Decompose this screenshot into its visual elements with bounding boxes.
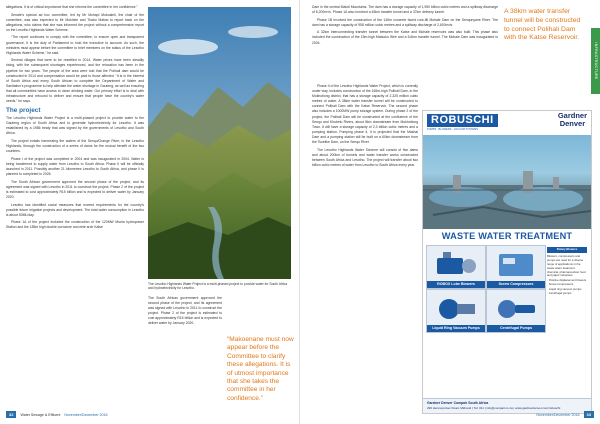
highlands-landscape-photo [148,7,291,279]
right-footer [536,411,594,418]
product-tile[interactable] [426,245,486,289]
ad-desc-line: · Liquid ring vacuum pumps [547,286,582,291]
section-heading: The project [6,107,41,115]
publication-name: Water Sewage & Effluent [20,412,61,417]
ad-description [547,247,587,296]
vacuum-pump-icon [433,294,479,322]
ad-logo-bar [423,111,591,135]
paragraph: A 32km interconnecting transfer tunnel between the Katse and Mohale reservoirs was also built. This phase also included the construction of the 15m-high Matsoku Weir and a 5.6km transfer tunnel. The Mohale Dam was inaugurated in 2004. [312,30,498,45]
paragraph: The Lesotho Highlands Water Scheme will consist of five dams and about 200km of tunnels and water transfer works constructed between South Africa and Lesotho. The project will transfer about two billion cubic metres of water from Lesotho to South Africa every year. [312,147,418,167]
photo-caption: The Lesotho Highlands Water Project is a multi-phased project to provide water for South Africa and hydroelectricity for Lesotho. [148,282,288,291]
product-tile[interactable] [486,245,546,289]
water-treatment-plant-image [423,135,591,229]
section-tab-label: INFRASTRUCTURE [593,42,598,80]
page-number: 33 [584,411,594,418]
gardner-denver-line1: Gardner [557,111,587,120]
issue-date: November/December 2016 [536,412,580,417]
left-column-2 [148,296,222,329]
ad-desc-line: · Centrifugal pumps [547,291,572,296]
paragraph: Dam in the central Maluti Mountains. The dam has a storage capacity of 1,950 billion cubic metres and a spillway discharge of 6,200m³/s. Phase 1A also involved a 45km transfer tunnel and a 37km delivery tunnel. [312,5,498,15]
left-column-1 [6,5,144,233]
paragraph: “The report continues to comply with the committee, to ensure open and transparent governance. It is the duty of Parliament to hold the executive to account. As such, the ministers must appear before the committee to brief members on the status of the Lesotho Highlands Water Scheme,” he said. [6,35,144,55]
gardner-denver-line2: Denver [559,119,586,128]
centrifugal-pump-icon [493,294,539,322]
paragraph: The project entails harnessing the waters of the Senqu/Orange River, in the Lesotho Highlands, through the construction of a series of dams for the mutual benefit of the two countries. [6,139,144,154]
paragraph: Phase 1A of the project included the construction of the 120MW Muela hydropower Station and the 185m high double curvature concrete arch Katse [6,220,144,230]
ad-headline: WASTE WATER TREATMENT [423,229,591,243]
ad-desc-line: Blowers, compressors and pumps are used for a diverse range of applications in the waste water treatment, chemical, pharmaceutical, food and paper industries. [547,253,586,278]
paragraph: Phase I of the project was completed in 2004 and was inaugurated in 2004. Water is being transferred to supply water from Lesotho to South Africa. Phase II will be officially launched in 2011. Possibly another 21 kilometres Lesotho to South Africa, and phase II is planned to completed in 2026. [6,156,144,177]
right-column-top [312,5,498,48]
product-label: Centrifugal Pumps [487,325,545,332]
right-column-narrow [312,84,418,410]
robuschi-logo: ROBUSCHI [427,114,498,127]
paragraph: Lesotho has identified social measures that exceed requirements for the country's possible future irrigation projects and development. The total water consumption in Lesotho is about 50ML/day. [6,202,144,217]
compressor-icon [493,250,539,278]
issue-date: November/December 2016 [64,412,108,417]
product-label: Screw Compressors [487,281,545,288]
robuschi-tagline: PUMPS · BLOWERS · VACUUM SYSTEMS [427,128,478,131]
left-footer [6,411,108,418]
paragraph: The South African government approved the second phase of the project, and its agreement was signed with Lesotho in 2011 to construct the project. Phase 2 of the project is estimated to cost approximately R15 billion and is expected to deliver water by January 2020. [6,179,144,199]
pull-quote: “Makoenane must now appear before the Committee to clarify these allegations. It is of utmost importance that she takes the committee in her confidence.” [227,336,294,402]
paragraph: Several villages that were to be resettled in 2014. Water prices have been steadily rising, with the subsequent shortages experienced, and the relocation has been in the pipeline for two years. The people of the area were told that the Polihali dam would be constructed in 2014 and compensation would be paid to those affected. “It is in the interest of South Africa and every South African to complete the Department of Water and Sanitation's programme to help alleviate the water shortage in Gauteng, as well as ensuring that all communities have access to clean drinking water. Our primary effort is to deal with infrastructure and rebound to deliver and ensure that people have the country's water needs,” he says. [6,58,144,104]
gardner-denver-logo [558,112,587,128]
paragraph: Senate's special ad hoc committee, led by Mr Mohapi Mokoaleli, the chair of the committee, was also expected to Mr Mokhele and Thabo Mafusi to report back on the allegations, who claims that she was informed the project without a comprehensive report on the Lesotho Highlands Water Scheme. [6,12,144,32]
blower-icon [433,250,479,278]
product-label: ROBOX Lobe Blowers [427,281,485,288]
page-number: 32 [6,411,16,418]
section-tab [591,28,600,94]
paragraph: The South African government approved the second phase of the project, and its agreement was signed with Lesotho in 2011 to construct the project. Phase 2 of the project is estimated to cost approximately R15 billion and is expected to deliver water by January 2020. [148,296,222,326]
paragraph: Phase 1B involved the construction of the 145m concrete faced rock-fill Mohale Dam on the Senqunyane River. The dam has a storage capacity of 958 million cubic metres and a spillway discharge of 2,600m³/s. [312,17,498,27]
ad-desc-line: · Positive displacement blowers [547,277,587,282]
product-tile[interactable] [426,289,486,333]
product-tile[interactable] [486,289,546,333]
right-page [300,0,600,424]
ad-contact-company: Gardner Denver Compair South Africa [427,401,489,405]
ad-contact-details: 290 Hennopsriver Road, Midrand | Tel: 011 | info@compair.co.za | www.gardnerdenver.com/robuschi [427,405,561,410]
product-label: Rotary Blowers [547,247,587,253]
paragraph: allegations. It is of critical importance that she informs the committee in her confidence.” [6,5,138,9]
advertisement[interactable] [422,110,592,414]
product-label: Liquid Ring Vacuum Pumps [427,325,485,332]
callout-quote: A 38km water transfer tunnel will be constructed to connect Polihali Dam with the Katse Reservoir. [504,8,581,42]
ad-desc-line: · Screw compressors [547,282,574,287]
paragraph: The Lesotho Highlands Water Project is a multi-phased project to provide water to the Gauteng region of South Africa and to generate hydroelectricity for Lesotho. It was established by a 1986 treaty that was signed by the governments of Lesotho and South Africa. [6,116,144,136]
paragraph: Phase II of the Lesotho Highlands Water Project, which is currently under way, includes construction of the 165m-high Polihali Dam, in the Mokhotlong district, that has a storage capacity of 2,325 million cubic metres of water. A 38km water transfer tunnel will be constructed to connect Polihali Dam with the Katse Reservoir. The second phase also includes a 1000MW pump storage system. During phase 2 of the project, the Polihali Dam will be constructed at the confluence of the Senqu and Khubelu Rivers, about 8km downstream from Mokhotlong Town. It will have a storage capacity of 2,3 billion cubic metres and a pumping station. Pumping phase II, it is projected that the Mashai Dam and a pumping station will be built on a 60km downstream from the Tsoelike Dam, on the Senqu River. [312,84,418,145]
